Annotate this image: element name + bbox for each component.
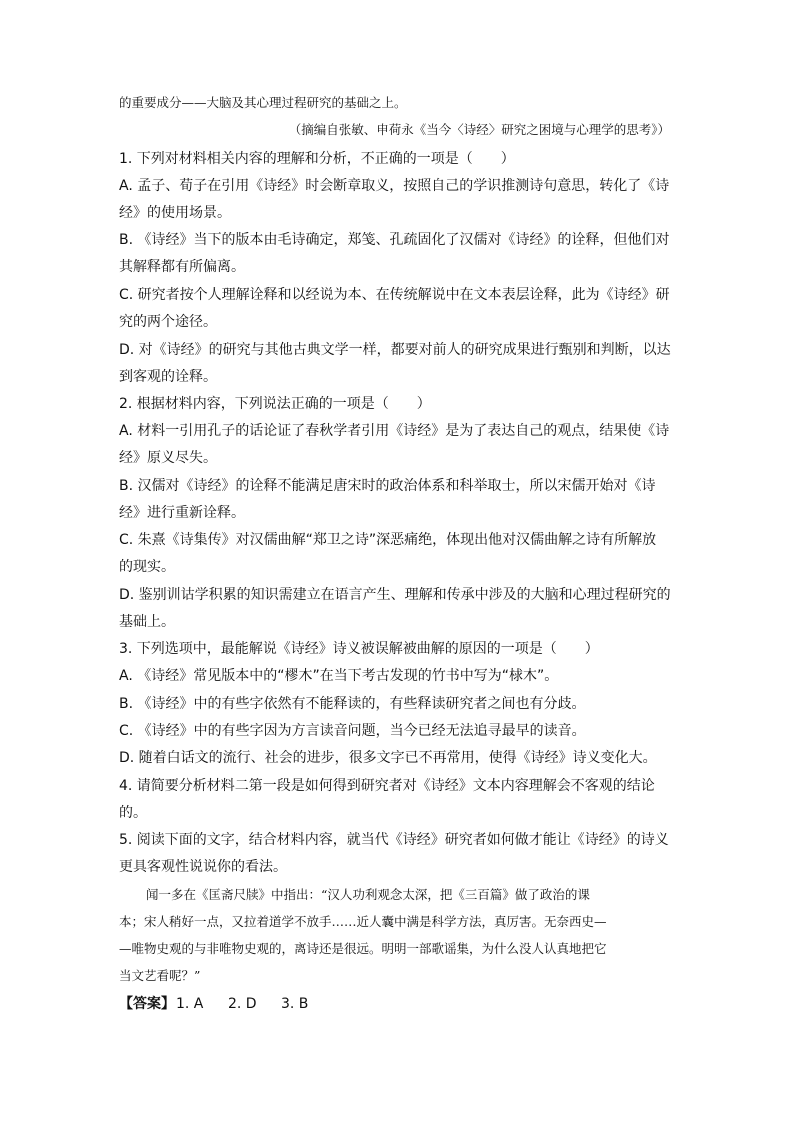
answer-tag: 【答案】 xyxy=(119,996,175,1012)
question-1-option-d: D. 对《诗经》的研究与其他古典文学一样，都要对前人的研究成果进行甄别和判断，以达 xyxy=(119,342,671,358)
question-1-option-c-cont: 究的两个途径。 xyxy=(119,314,217,330)
question-2-option-b-cont: 经》进行重新诠释。 xyxy=(119,505,245,521)
question-2-option-d-cont: 基础上。 xyxy=(119,614,175,630)
question-1-option-a: A. 孟子、荀子在引用《诗经》时会断章取义，按照自己的学识推测诗句意思，转化了《诗 xyxy=(119,178,670,194)
answer-item-1: 1. A xyxy=(176,996,204,1012)
question-1-option-b: B. 《诗经》当下的版本由毛诗确定，郑笺、孔疏固化了汉儒对《诗经》的诠释，但他们对 xyxy=(119,232,670,248)
question-2-option-a-cont: 经》原义尽失。 xyxy=(119,450,217,466)
question-3-option-a: A. 《诗经》常见版本中的“樛木”在当下考古发现的竹书中写为“梂木”。 xyxy=(119,668,559,684)
question-4-stem: 4. 请简要分析材料二第一段是如何得到研究者对《诗经》文本内容理解会不客观的结论 xyxy=(119,778,655,794)
answer-label xyxy=(119,994,175,1014)
question-3-option-b: B. 《诗经》中的有些字依然有不能释读的，有些释读研究者之间也有分歧。 xyxy=(119,696,586,712)
question-3-option-c: C. 《诗经》中的有些字因为方言读音问题，当今已经无法追寻最早的读音。 xyxy=(119,723,586,739)
question-4-stem-cont: 的。 xyxy=(119,805,147,821)
question-5-stem-cont: 更具客观性说说你的看法。 xyxy=(119,859,287,875)
quote-line-4: 当文艺看呢？” xyxy=(119,968,201,983)
question-1-option-d-cont: 到客观的诠释。 xyxy=(119,369,217,385)
answer-item-3: 3. B xyxy=(281,996,309,1012)
question-2-option-b: B. 汉儒对《诗经》的诠释不能满足唐宋时的政治体系和科举取士，所以宋儒开始对《诗 xyxy=(119,478,656,494)
quote-line-3: —唯物史观的与非唯物史观的，离诗还是很远。明明一部歌谣集，为什么没人认真地把它 xyxy=(119,941,607,956)
answer-item-2: 2. D xyxy=(228,996,257,1012)
quote-line-1: 闻一多在《匡斋尺牍》中指出：“汉人功利观念太深，把《三百篇》做了政治的课 xyxy=(146,887,590,902)
material-source: （摘编自张敏、申荷永《当今〈诗经〉研究之困境与心理学的思考》） xyxy=(288,122,670,137)
quote-line-2: 本；宋人稍好一点，又拉着道学不放手……近人囊中满是科学方法，真厉害。无奈西史— xyxy=(119,914,607,929)
question-1-stem: 1. 下列对材料相关内容的理解和分析，不正确的一项是（ ） xyxy=(119,151,515,167)
question-2-option-d: D. 鉴别训诂学积累的知识需建立在语言产生、理解和传承中涉及的大脑和心理过程研究的 xyxy=(119,587,671,603)
question-2-option-c-cont: 的现实。 xyxy=(119,559,175,575)
question-5-stem: 5. 阅读下面的文字，结合材料内容，就当代《诗经》研究者如何做才能让《诗经》的诗义 xyxy=(119,832,669,848)
question-2-option-c: C. 朱熹《诗集传》对汉儒曲解“郑卫之诗”深恶痛绝，体现出他对汉儒曲解之诗有所解放 xyxy=(119,532,657,548)
question-3-stem: 3. 下列选项中，最能解说《诗经》诗义被误解被曲解的原因的一项是（ ） xyxy=(119,641,599,657)
question-1-option-a-cont: 经》的使用场景。 xyxy=(119,205,231,221)
question-1-option-c: C. 研究者按个人理解诠释和以经说为本、在传统解说中在文本表层诠释，此为《诗经》研 xyxy=(119,287,670,303)
question-2-stem: 2. 根据材料内容，下列说法正确的一项是（ ） xyxy=(119,396,431,412)
question-3-option-d: D. 随着白话文的流行、社会的进步，很多文字已不再常用，使得《诗经》诗义变化大。 xyxy=(119,750,657,766)
question-1-option-b-cont: 其解释都有所偏离。 xyxy=(119,259,245,275)
material-intro-line: 的重要成分——大脑及其心理过程研究的基础之上。 xyxy=(119,95,407,110)
question-2-option-a: A. 材料一引用孔子的话论证了春秋学者引用《诗经》是为了表达自己的观点，结果使《诗 xyxy=(119,423,670,439)
